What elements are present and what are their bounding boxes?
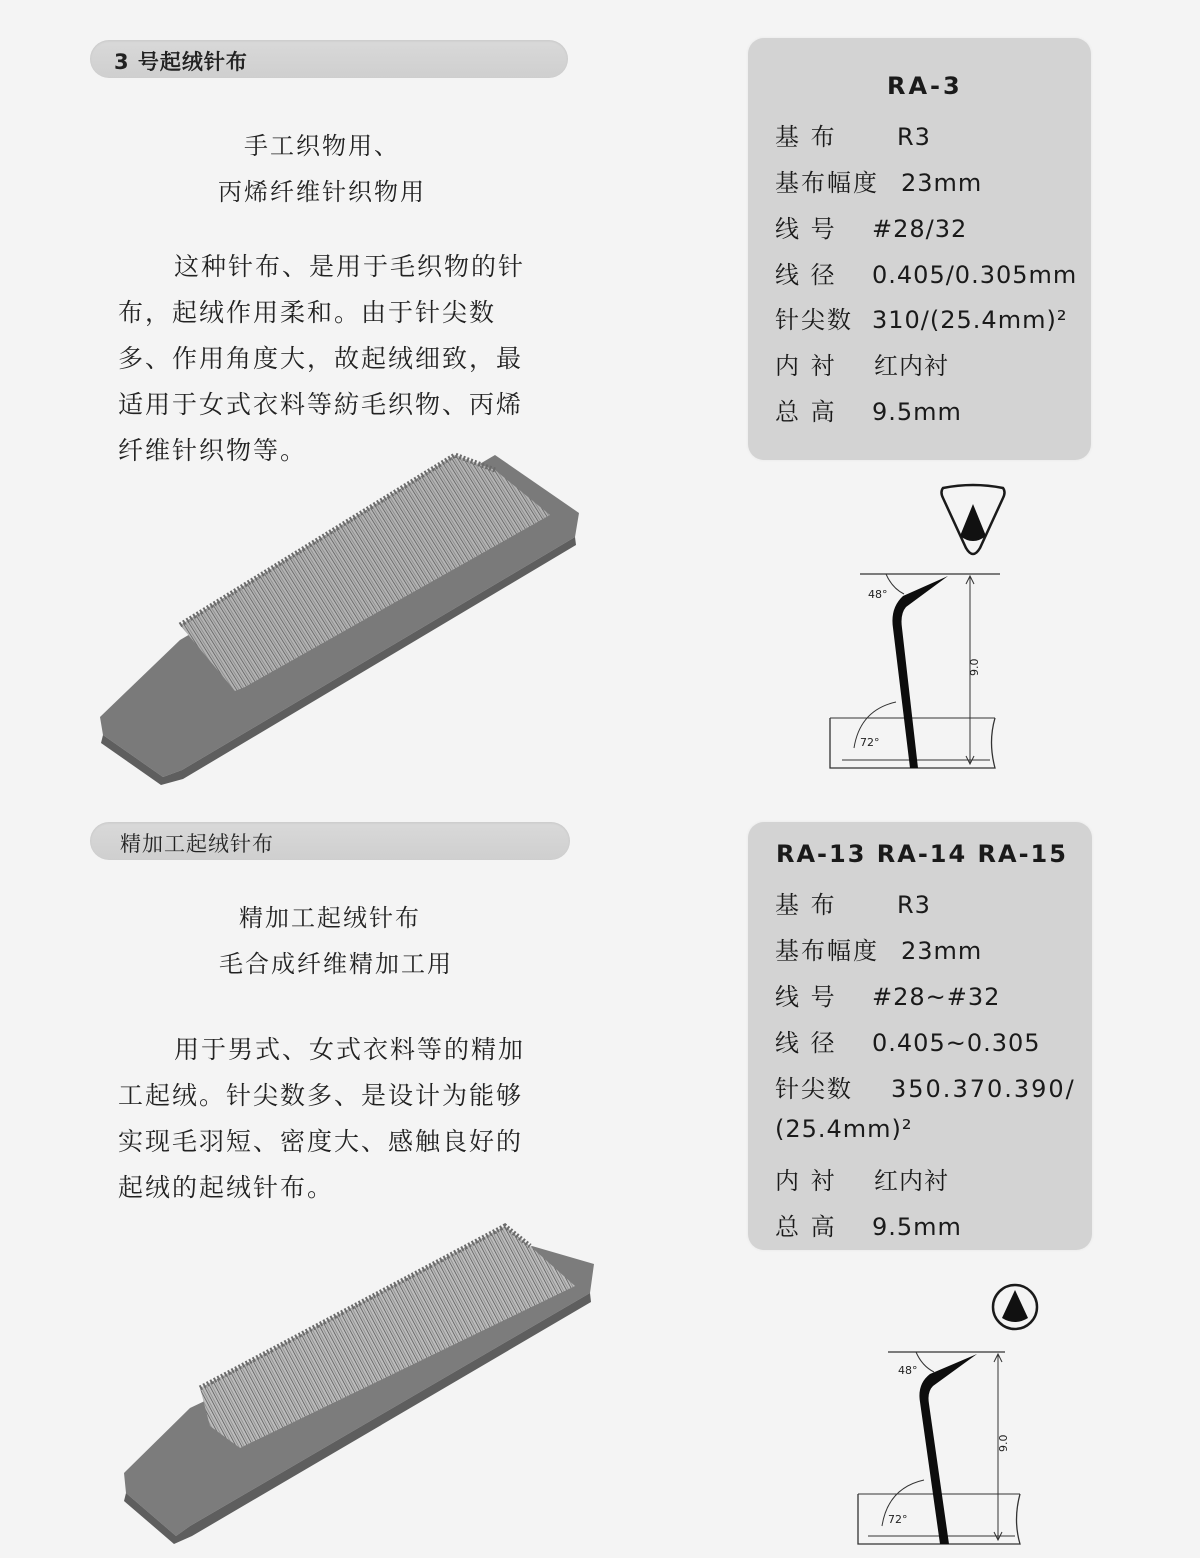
section-header-2 — [90, 822, 570, 860]
card-wire-needle — [919, 1354, 977, 1544]
card-clothing-strip-image — [120, 1218, 620, 1548]
spec-label: 线 号 — [775, 983, 837, 1011]
spec-label: 针尖数 — [775, 1075, 853, 1103]
spec-value: #28~#32 — [872, 983, 1001, 1011]
spec-value: 350.370.390/ — [891, 1075, 1076, 1103]
spec-value: 23mm — [901, 169, 983, 197]
top-angle-label: 48° — [868, 588, 888, 601]
spec-row — [775, 255, 1077, 290]
product-description: 用于男式、女式衣料等的精加工起绒。针尖数多、是设计为能够实现毛羽短、密度大、感触良好的起绒的起绒针布。 — [118, 1035, 526, 1202]
spec-row — [775, 117, 931, 152]
spec-row — [775, 1115, 913, 1143]
spec-label: 内 衬 — [775, 352, 837, 380]
spec-row — [775, 346, 949, 381]
spec-value: 0.405~0.305 — [872, 1029, 1041, 1057]
spec-value: 0.405/0.305mm — [872, 261, 1078, 289]
spec-label: 基 布 — [775, 891, 837, 919]
spec-row — [775, 1069, 1076, 1104]
bottom-angle-label: 72° — [860, 736, 880, 749]
spec-value: 310/(25.4mm)² — [872, 306, 1068, 334]
spec-value: R3 — [897, 123, 931, 151]
spec-row — [775, 163, 982, 198]
section-header-1 — [90, 40, 568, 78]
spec-row — [775, 885, 931, 920]
spec-row — [775, 1207, 962, 1242]
spec-box-ra-3 — [748, 38, 1091, 460]
spec-title: RA-13 RA-14 RA-15 — [776, 840, 1068, 868]
spec-row — [775, 209, 967, 244]
spec-label: 基 布 — [775, 123, 837, 151]
subtitle-line: 精加工起绒针布 — [239, 904, 421, 932]
spec-label: 基布幅度 — [775, 937, 879, 965]
spec-row — [775, 1161, 949, 1196]
subtitle-line: 手工织物用、 — [244, 132, 400, 160]
spec-value: (25.4mm)² — [775, 1115, 913, 1143]
spec-row — [775, 977, 1000, 1012]
card-clothing-strip-image — [95, 445, 595, 785]
spec-value: 红内衬 — [874, 352, 949, 380]
spec-value: 红内衬 — [874, 1167, 949, 1195]
subtitle-line: 毛合成纤维精加工用 — [219, 950, 453, 978]
top-angle-arc — [886, 574, 904, 594]
subtitle-line: 丙烯纤维针织物用 — [218, 178, 426, 206]
section-header-text: 精加工起绒针布 — [120, 832, 274, 856]
spec-label: 线 号 — [775, 215, 837, 243]
card-wire-needle — [892, 576, 948, 768]
spec-box-ra-13-14-15 — [748, 822, 1092, 1250]
height-label: 9.0 — [997, 1434, 1010, 1452]
top-angle-label: 48° — [898, 1364, 918, 1377]
spec-value: 9.5mm — [872, 1213, 962, 1241]
spec-value: 23mm — [901, 937, 983, 965]
needle-section-icon — [993, 1285, 1037, 1329]
needle-profile-diagram — [850, 1282, 1050, 1552]
needle-section-icon — [942, 485, 1005, 554]
spec-row — [775, 931, 982, 966]
needle-profile-diagram — [820, 480, 1020, 780]
spec-value: 9.5mm — [872, 398, 962, 426]
spec-label: 总 高 — [775, 398, 837, 426]
bottom-angle-label: 72° — [888, 1513, 908, 1526]
spec-label: 基布幅度 — [775, 169, 879, 197]
spec-title: RA-3 — [887, 72, 963, 100]
spec-label: 线 径 — [775, 1029, 837, 1057]
section-header-text: 3 号起绒针布 — [114, 50, 248, 74]
spec-label: 线 径 — [775, 261, 837, 289]
spec-value: R3 — [897, 891, 931, 919]
spec-label: 总 高 — [775, 1213, 837, 1241]
spec-row — [775, 392, 962, 427]
height-label: 9.0 — [968, 658, 981, 676]
spec-row — [775, 1023, 1041, 1058]
spec-label: 针尖数 — [775, 306, 853, 334]
spec-row — [775, 300, 1067, 335]
product-description: 这种针布、是用于毛织物的针布，起绒作用柔和。由于针尖数多、作用角度大，故起绒细致，最适用于女式衣料等紡毛织物、丙烯纤维针织物等。 — [118, 252, 526, 465]
spec-value: #28/32 — [872, 215, 968, 243]
spec-label: 内 衬 — [775, 1167, 837, 1195]
top-angle-arc — [916, 1352, 934, 1372]
